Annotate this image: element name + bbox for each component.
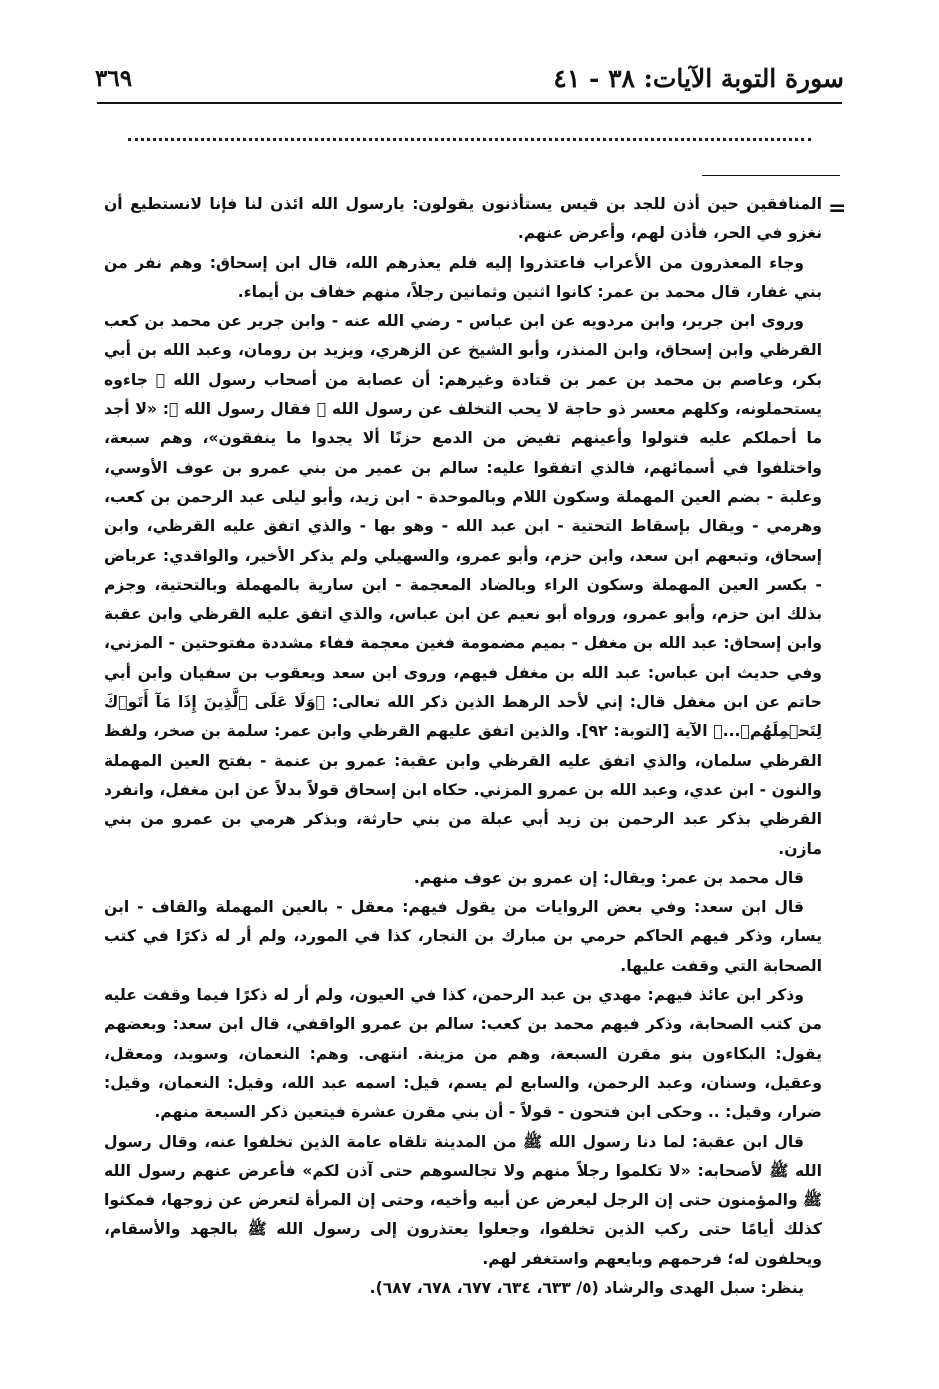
continuation-mark: =: [828, 196, 847, 221]
paragraph: قال محمد بن عمر: ويقال: إن عمرو بن عوف منهم.: [413, 868, 804, 887]
paragraph: وذكر ابن عائذ فيهم: مهدي بن عبد الرحمن، كذا في العيون، ولم أر له ذكرًا فيما وقفت عليه من كتب الصحابة، وذكر فيهم محمد بن كعب: سالم بن عمرو الواقفي، قال ابن سعد: وبعضهم يقول: البكاءون بنو مقرن السبعة، وهم من مزينة. انتهى. وهم: النعمان، وسويد، ومعقل، وعقيل، وسنان، وعبد الرحمن، والسابع لم يسم، قيل: اسمه عبد الله، وقيل: النعمان، وقيل: ضرار، وقيل: .. وحكى ابن فتحون - قولاً - أن بني مقرن عشرة فيتعين ذكر السبعة منهم.: [104, 986, 822, 1122]
reference-line: ينظر: سبل الهدى والرشاد (٥/ ٦٣٣، ٦٣٤، ٦٧٧، ٦٧٨، ٦٨٧).: [369, 1278, 804, 1297]
header-rule: [97, 102, 842, 104]
page-header: [95, 58, 844, 98]
paragraph: المنافقين حين أذن للجد بن قيس يستأذنون يقولون: يارسول الله ائذن لنا فإنا لانستطيع أن نغزو في الحر، فأذن لهم، وأعرض عنهم.: [104, 195, 822, 243]
paragraph: وروى ابن جرير، وابن مردويه عن ابن عباس - رضي الله عنه - وابن جرير عن محمد بن كعب القرظي وابن إسحاق، وابن المنذر، وأبو الشيخ عن الزهري، ويزيد بن رومان، وعبد الله بن أبي بكر، وعاصم بن محمد بن عمر بن قتادة وغيرهم: أن عصابة من أصحاب رسول الله ﷺ جاءوه يستحملونه، وكلهم معسر ذو حاجة لا يحب التخلف عن رسول الله ﷺ فقال رسول الله ﷺ: «لا أجد ما أحملكم عليه فتولوا وأعينهم تفيض من الدمع حزنًا ألا يجدوا ما ينفقون»، وهم سبعة، واختلفوا في أسمائهم، فالذي اتفقوا عليه: سالم بن عمير من بني عمرو بن عوف الأوسي، وعلبة - بضم العين المهملة وسكون اللام وبالموحدة - ابن زيد، وأبو ليلى عبد الرحمن بن كعب، وهرمي - ويقال بإسقاط التحتية - ابن عبد الله - وهو بها - والذي اتفق عليه القرظي، وابن إسحاق، وتبعهم ابن سعد، وابن حزم، وأبو عمرو، والسهيلي ولم يذكر الأخير، والواقدي: عرباض - بكسر العين المهملة وسكون الراء وبالضاد المعجمة - ابن سارية بالمهملة وبالتحتية، وجزم بذلك ابن حزم، وأبو عمرو، ورواه أبو نعيم عن ابن عباس، والذي اتفق عليه القرظي وابن عقبة وابن إسحاق: عبد الله بن مغفل - بميم مضمومة فغين معجمة ففاء مشددة مفتوحتين - المزني، وفي حديث ابن عباس: عبد الله بن مغفل فيهم، وروى ابن سعد ويعقوب بن سفيان وابن أبي حاتم عن ابن مغفل قال: إني لأحد الرهط الذين ذكر الله تعالى: ﴿وَلَا عَلَى ٱلَّذِينَ إِذَا مَآ أَتَوۡكَ لِتَحۡمِلَهُمۡ...﴾ الآية [التوبة: ٩٢]. والذين اتفق عليهم القرظي وابن عمر: سلمة بن صخر، ولفظ القرظي سلمان، والذي اتفق عليه القرظي وابن عقبة: عمرو بن عنمة - بفتح العين المهملة والنون - ابن عدي، وعبد الله بن عمرو المزني. حكاه ابن إسحاق قولاً بدلاً عن ابن مغفل، وانفرد القرظي بذكر عبد الرحمن بن زيد أبي عبلة من بني حارثة، وبذكر هرمي بن عمرو من بني مازن.: [104, 312, 822, 858]
dotted-separator: [128, 138, 811, 141]
page-number: ٣٦٩: [95, 64, 133, 92]
paragraph: قال ابن سعد: وفي بعض الروايات من يقول فيهم: معقل - بالعين المهملة والقاف - ابن يسار، وذكر فيهم الحاكم حرمي بن مبارك بن النجار، كذا في المورد، ولم أر له ذكرًا في كتب الصحابة التي وقفت عليها.: [104, 898, 822, 975]
paragraph: قال ابن عقبة: لما دنا رسول الله ﷺ من المدينة تلقاه عامة الذين تخلفوا عنه، وقال رسول الله ﷺ لأصحابه: «لا تكلموا رجلاً منهم ولا تجالسوهم حتى آذن لكم» فأعرض عنهم رسول الله ﷺ والمؤمنون حتى إن الرجل ليعرض عن أبيه وأخيه، وحتى إن المرأة لتعرض عن زوجها، فمكثوا كذلك أيامًا حتى ركب الذين تخلفوا، وجعلوا يعتذرون إلى رسول الله ﷺ بالجهد والأسقام، ويحلفون له؛ فرحمهم وبايعهم واستغفر لهم.: [104, 1132, 822, 1268]
footnote-text: [104, 190, 822, 1303]
footnote-rule: [702, 175, 840, 176]
paragraph: وجاء المعذرون من الأعراب فاعتذروا إليه فلم يعذرهم الله، قال ابن إسحاق: وهم نفر من بني غفار، قال محمد بن عمر: كانوا اثنين وثمانين رجلاً، منهم خفاف بن أيماء.: [104, 253, 822, 301]
running-title: سورة التوبة الآيات: ٣٨ - ٤١: [553, 63, 844, 93]
